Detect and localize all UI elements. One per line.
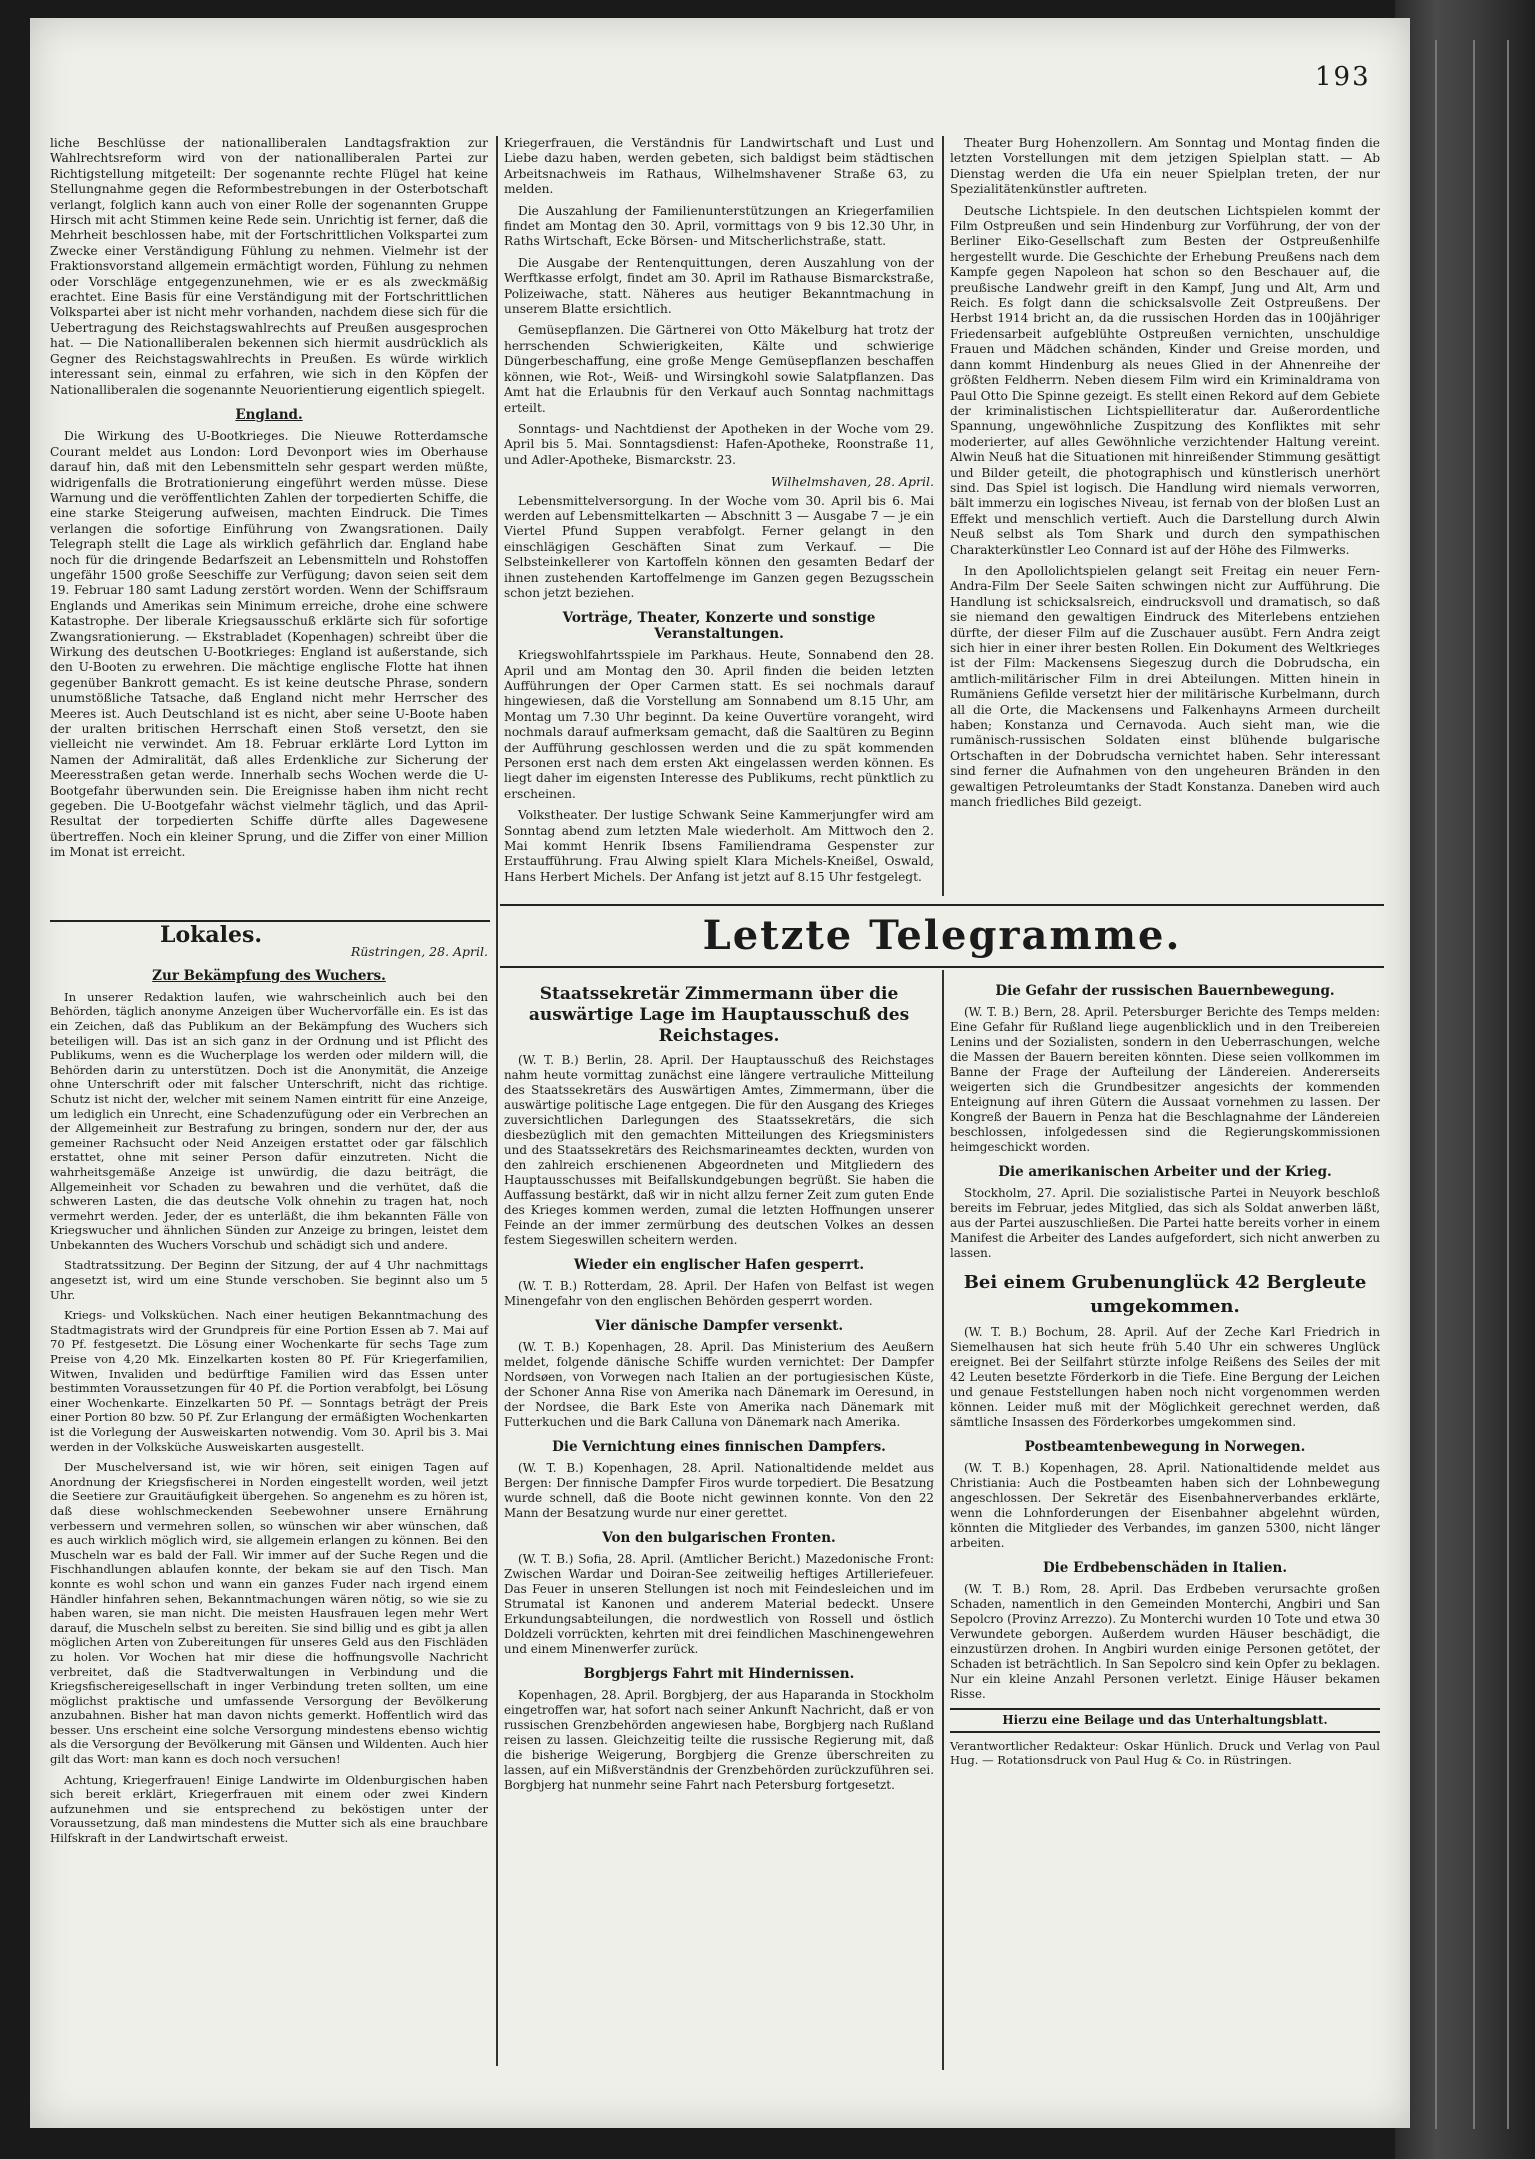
article-kriegerfrauen: Achtung, Kriegerfrauen! Einige Landwirte im Oldenburgischen haben sich bereit erklärt, Kriegerfrauen mit einem oder zwei Kindern aufzunehmen und sie entsprechend zu beköstigen unter der Voraussetzung, daß man mindestens die Mutter sich als eine brauchbare Hilfskraft in der Landwirtschaft erweist. [50, 1772, 488, 1846]
headline-bulg: Von den bulgarischen Fronten. [602, 1530, 836, 1546]
column-rule [496, 136, 498, 2066]
headline-finn: Die Vernichtung eines finnischen Dampfers. [552, 1439, 886, 1455]
beilage-notice: Hierzu eine Beilage und das Unterhaltungsblatt. [950, 1708, 1380, 1733]
telegram-column-2 [950, 974, 1380, 1767]
page-number: 193 [1315, 62, 1371, 92]
article-wahlrecht: liche Beschlüsse der nationalliberalen Landtagsfraktion zur Wahlrechtsreform wird von der nationalliberalen Partei zur Richtigstellung mitgeteilt: Der sogenannte rechte Flügel hat keine Stellungnahme gegen die Reformbestrebungen in der Osterbotschaft verlangt, folglich kann auch von einer Rolle der sogenannten Gruppe Hirsch mit acht Stimmen keine Rede sein. Unrichtig ist ferner, daß die Mehrheit beschlossen habe, mit der Fortschrittlichen Volkspartei zum Zwecke einer Verständigung Fühlung zu nehmen. Vielmehr ist der Fraktionsvorstand allgemein ermächtigt worden, Fühlung zu nehmen oder Vorschläge entgegenzunehmen, wie er es als zweckmäßig erachtet. Eine Basis für eine Verständigung mit der Fortschrittlichen Volkspartei aber ist nicht mehr vorhanden, nachdem diese sich für die Uebertragung des Reichstagswahlrechts auf Preußen ausgesprochen hat. — Die Nationalliberalen bekennen sich hiermit ausdrücklich als Gegner des Reichstagswahlrechts in Preußen. Es würde wirklich interessant sein, einmal zu erfahren, wie sich in den Köpfen der Nationalliberalen die sogenannte Neuorientierung eigentlich spiegelt. [50, 136, 488, 397]
telegram-rule [500, 966, 1384, 968]
section-heading-vortraege: Vorträge, Theater, Konzerte und sonstige Veranstaltungen. [562, 610, 876, 642]
article-kriegswohlfahrt: Kriegswohlfahrtsspiele im Parkhaus. Heute, Sonnabend den 28. April und am Montag den 30. April finden die beiden letzten Aufführungen der Oper Carmen statt. Es sei nochmals darauf hingewiesen, daß die Vorstellung am Sonnabend um 8.15 Uhr, am Montag um 7.30 Uhr beginnt. Da keine Ouvertüre vorangeht, wird nochmals darauf aufmerksam gemacht, daß die Saaltüren zu Beginn der Aufführung geschlossen werden und die zu spät kommenden Personen erst nach dem ersten Akt eingelassen werden können. Es liegt daher im eigensten Interesse des Publikums, recht pünktlich zu erscheinen. [504, 648, 934, 801]
column-1-lokales [50, 922, 488, 1852]
article-erdbeben: (W. T. B.) Rom, 28. April. Das Erdbeben verursachte großen Schaden, namentlich in den Gemeinden Monterchi, Angbiri und San Sepolcro (Provinz Arrezzo). Zu Monterchi wurden 10 Tote und etwa 30 Verwundete geborgen. Außerdem wurden Häuser beschädigt, die einzustürzen drohen. In Angbiri wurden einige Personen getötet, der Schaden ist beträchtlich. In San Sepolcro sind kein Opfer zu beklagen. Nur ein kleine Anzahl Personen verletzt. Einige Häuser bekamen Risse. [950, 1582, 1380, 1701]
section-heading-england: England. [235, 406, 303, 423]
article-heading-wucher: Zur Bekämpfung des Wuchers. [152, 968, 386, 985]
newspaper-page [30, 18, 1410, 2128]
headline-bauern: Die Gefahr der russischen Bauernbewegung. [995, 983, 1335, 999]
article-gemuese: Gemüsepflanzen. Die Gärtnerei von Otto Mäkelburg hat trotz der herrschenden Schwierigkeiten, Kälte und schwierige Düngerbeschaffung, eine große Menge Gemüsepflanzen beschaffen können, wie Rot-, Weiß- und Wirsingkohl sowie Salatpflanzen. Das Amt hat die Erlaubnis für den Verkauf auch Sonntag nachmittags erteilt. [504, 323, 934, 415]
article-apollo: In den Apollolichtspielen gelangt seit Freitag ein neuer Fern-Andra-Film Der Seele Saiten schwingen nicht zur Aufführung. Die Handlung ist schicksalsreich, eindrucksvoll und dramatisch, so daß sie niemand den gewaltigen Eindruck des Miterlebens entziehen dürfte, der dieser Film auf die Zuschauer ausübt. Fern Andra zeigt sich hier in einer ihrer besten Rollen. Ein Dokument des Weltkrieges ist der Film: Mackensens Siegeszug durch die Dobrudscha, ein amtlich-militärischer Film in drei Abteilungen. Mitten hinein in Rumäniens Gefilde versetzt hier der militärische Kurbelmann, durch all die Orte, die Mackensens und Falkenhayns Armeen durcheilt haben; Konstanza und Cernavoda. Auch sieht man, wie die rumänisch-russischen Soldaten einst blühende bulgarische Ortschaften in der Dobrudscha vernichtet haben. Sehr interessant sind ferner die Aufnahmen von den ungeheuren Bränden in den gewaltigen Petroleumtanks der Stadt Konstanza. Daneben wird auch manch friedliches Bild gezeigt. [950, 563, 1380, 810]
article-familien: Die Auszahlung der Familienunterstützungen an Kriegerfamilien findet am Montag den 30. April, vormittags von 9 bis 12.30 Uhr, in Raths Wirtschaft, Ecke Börsen- und Mitscherlichstraße, statt. [504, 203, 934, 249]
column-2 [504, 136, 934, 891]
article-daenisch: (W. T. B.) Kopenhagen, 28. April. Das Ministerium des Aeußern meldet, folgende dänische Schiffe wurden vernichtet: Der Dampfer Nordsøen, von Vorwegen nach Italien an der portugiesischen Küste, der Schoner Anna Rise von Amerika nach Dänemark im Oeresund, in der Nordsee, die Bark Este von Amerika nach Dänemark mit Futterkuchen und die Bark Calluna von Dänemark nach Amerika. [504, 1340, 934, 1429]
headline-daenisch: Vier dänische Dampfer versenkt. [594, 1318, 844, 1334]
article-kriegerfrauen-cont: Kriegerfrauen, die Verständnis für Landwirtschaft und Lust und Liebe dazu haben, werden gebeten, sich baldigst beim städtischen Arbeitsnachweis im Rathaus, Wilhelmshavener Straße 63, zu melden. [504, 136, 934, 197]
article-theater: Theater Burg Hohenzollern. Am Sonntag und Montag finden die letzten Vorstellungen mit dem jetzigen Spielplan statt. — Ab Dienstag werden die Ufa ein neuer Spielplan treten, der nur Spezialitätenkünstler auftreten. [950, 136, 1380, 197]
headline-erdbeben: Die Erdbebenschäden in Italien. [1042, 1560, 1288, 1576]
book-binding [1395, 0, 1535, 2159]
dateline: Rüstringen, 28. April. [350, 943, 488, 959]
headline-zimmermann: Staatssekretär Zimmermann über die auswärtige Lage im Hauptausschuß des Reichstages. [528, 984, 910, 1046]
telegram-top-rule [500, 904, 1384, 906]
headline-post: Postbeamtenbewegung in Norwegen. [1024, 1439, 1306, 1455]
article-bulg: (W. T. B.) Sofia, 28. April. (Amtlicher Bericht.) Mazedonische Front: Zwischen Wardar und Doiran-See zeitweilig heftiges Artilleriefeuer. Das Feuer in unseren Stellungen ist noch mit Feindesleichen und im Strumatal ist Kanonen und anderem Material bedeckt. Unsere Erkundungsabteilungen, die nordwestlich von Rossell und östlich Doldzeli vorrückten, kehrten mit drei feindlichen Maschinengewehren und einem Minenwerfer zurück. [504, 1552, 934, 1656]
article-grubenunglueck: (W. T. B.) Bochum, 28. April. Auf der Zeche Karl Friedrich in Siemelhausen hat sich heute früh 5.40 Uhr ein schweres Unglück ereignet. Bei der Seilfahrt stürzte infolge Reißens des Seiles der mit 42 Leuten besetzte Förderkorb in die Tiefe. Eine Bergung der Leichen und genaue Feststellungen haben noch nicht vorgenommen werden können. Leider muß mit der Möglichkeit gerechnet werden, daß sämtliche Insassen des Förderkorbes umgekommen sind. [950, 1325, 1380, 1429]
article-wucher: In unserer Redaktion laufen, wie wahrscheinlich auch bei den Behörden, täglich anonyme Anzeigen über Wuchervorfälle ein. Es ist das ein Zeichen, daß das Publikum an der Bekämpfung des Wuchers sich beteiligen will. Das ist an sich ganz in der Ordnung und ist Pflicht des Publikums, wenn es die Wucherplage los werden oder mildern will, die Behörden darin zu unterstützen. Doch ist die Anonymität, die Anzeige ohne Unterschrift oder mit falscher Unterschrift, nicht das richtige. Schutz ist nicht der, welcher mit seinem Namen eintritt für eine Anzeige, um lediglich ein Unrecht, eine Schadenzufügung oder ein Verbrechen an der Allgemeinheit zur Bestrafung zu bringen, sondern nur der, der aus gemeiner Rachsucht oder Neid Anzeigen erstattet oder gar fälschlich erstattet, ohne mit seiner Person dafür einzutreten. Nicht die wahrheitsgemäße Anzeige ist unwürdig, die dazu beiträgt, die Allgemeinheit vor Schaden zu bewahren und die verhütet, daß die schweren Lasten, die das deutsche Volk ohnehin zu tragen hat, noch vermehrt werden. Jeder, der es unterläßt, die ihm bekannten Fälle von Kriegswucher und ähnlichen Sünden zur Anzeige zu bringen, leistet dem Unbekannten des Wuchers Vorschub und schädigt sich und andere. [50, 989, 488, 1252]
article-apotheken: Sonntags- und Nachtdienst der Apotheken in der Woche vom 29. April bis 5. Mai. Sonntagsdienst: Hafen-Apotheke, Roonstraße 11, und Adler-Apotheke, Bismarckstr. 23. [504, 421, 934, 467]
article-lebensmittel: Lebensmittelversorgung. In der Woche vom 30. April bis 6. Mai werden auf Lebensmittelkarten — Abschnitt 3 — Ausgabe 7 — je ein Viertel Pfund Suppen verabfolgt. Ferner gelangt in den einschlägigen Geschäften Sinat zum Verkauf. — Die Selbsteinkellerer von Kartoffeln können den gesamten Bedarf der ihnen zustehenden Kartoffelmenge im Ganzen gegen Bezugsschein schon jetzt beziehen. [504, 493, 934, 600]
article-lichtspiele: Deutsche Lichtspiele. In den deutschen Lichtspielen kommt der Film Ostpreußen und sein Hindenburg zur Vorführung, der von der Berliner Eiko-Gesellschaft zum Besten der Ostpreußenhilfe hergestellt wurde. Die Geschichte der Erhebung Preußens nach dem Kampfe gegen Napoleon hat schon so den Beschauer auf, die preußische Landwehr greift in den Kampf, Jung und Alt, Arm und Reich. Es folgt dann die schicksalsvolle Zeit Ostpreußens. Der Herbst 1914 bricht an, da die russischen Horden das in 100jähriger Friedensarbeit aufgeblühte Ostpreußen vernichten, unschuldige Frauen und Mädchen schänden, Kinder und Greise morden, und dann kommt Hindenburg als neues Glied in der Ahnenreihe der größten Feldherrn. Neben diesem Film wird ein Kriminaldrama von Paul Otto Die Spinne gezeigt. Es stellt einen Rekord auf dem Gebiete der kriminalistischen Lichtspielliteratur dar. Außerordentliche Spannung, ungewöhnliche Zuspitzung des Konfliktes mit sehr moderierter, auf alles Gewöhnliche verzichtender Haltung vereint. Alwin Neuß hat die Situationen mit hinreißender Stimmung gesättigt und Bilder geteilt, die photographisch und künstlerisch unerhört sind. Das Spiel ist logisch. Die Handlung wird niemals verworren, bält immerzu ein logisches Niveau, ist fernab von der bloßen Lust an Effekt und menschlich vertieft. Auch die Darstellung durch Alwin Neuß selbst als Tom Shark und durch den sympathischen Charakterkünstler Leo Connard ist auf der Höhe des Filmwerks. [950, 203, 1380, 557]
article-renten: Die Ausgabe der Rentenquittungen, deren Auszahlung von der Werftkasse erfolgt, findet am 30. April im Rathause Bismarckstraße, Polizeiwache, statt. Näheres aus heutiger Bekanntmachung in unserem Blatte ersichtlich. [504, 255, 934, 317]
article-bauern: (W. T. B.) Bern, 28. April. Petersburger Berichte des Temps melden: Eine Gefahr für Rußland liege augenblicklich und in den Treibereien Lenins und der Sozialisten, sondern in den Ueberraschungen, welche die Massen der Bauern bereiten könnten. Diese seien vollkommen im Banne der Frage der Aufteilung der Ländereien. Andererseits weigerten sich die Grundbesitzer angesichts der kommenden Enteignung auf ihren Gütern die Aussaat vornehmen zu lassen. Der Kongreß der Bauern in Penza hat die Beschlagnahme der Ländereien beschlossen, infolgedessen sind die Regierungskommissionen heimgeschickt worden. [950, 1005, 1380, 1154]
imprint: Verantwortlicher Redakteur: Oskar Hünlich. Druck und Verlag von Paul Hug. — Rotationsdruck von Paul Hug & Co. in Rüstringen. [950, 1739, 1380, 1767]
column-rule [942, 970, 944, 2070]
article-volkskuechen: Kriegs- und Volksküchen. Nach einer heutigen Bekanntmachung des Stadtmagistrats wird der Grundpreis für eine Portion Essen ab 7. Mai auf 70 Pf. festgesetzt. Die Lösung einer Wochenkarte für sechs Tage zum Preise von 4,20 Mk. Einzelkarten kosten 80 Pf. Für Kriegerfamilien, Witwen, Invaliden und bedürftige Familien wird das Essen unter bestimmten Voraussetzungen für 40 Pf. die Portion verabfolgt, bei Lösung einer Wochenkarte. Einzelkarten 50 Pf. — Sonntags beträgt der Preis einer Portion 80 bzw. 50 Pf. Zur Erlangung der ermäßigten Wochenkarten ist die Vorlegung der Ausweiskarten notwendig. Vom 30. April bis 3. Mai werden in der Volksküche Ausweiskarten ausgestellt. [50, 1308, 488, 1454]
dateline: Wilhelmshaven, 28. April. [770, 474, 934, 490]
article-uboot: Die Wirkung des U-Bootkrieges. Die Nieuwe Rotterdamsche Courant meldet aus London: Lord Devonport wies im Oberhause darauf hin, daß mit den Lebensmitteln sehr gespart werden müßte, widrigenfalls die Brotrationierung eingeführt werden müsse. Diese Warnung und die veröffentlichten Zahlen der torpedierten Schiffe, die eine starke Steigerung aufweisen, machten Eindruck. Die Times verlangen die sofortige Einführung von Zwangsrationen. Daily Telegraph stellt die Lage als wirklich gefährlich dar. England habe noch für die dringende Bedarfszeit an Lebensmitteln und Rohstoffen ungefähr 1500 große Seeschiffe zur Verfügung; davon seien seit dem 19. Februar 180 samt Ladung zerstört worden. Wenn der Schiffsraum Englands und Amerikas sein Minimum erreiche, drohe eine schwere Katastrophe. Der liberale Kriegsausschuß erklärte sich für sofortige Zwangsrationierung. — Ekstrabladet (Kopenhagen) schreibt über die Wirkung des deutschen U-Bootkrieges: England ist außerstande, sich den U-Booten zu erwehren. Die mächtige englische Flotte hat ihnen gegenüber Bankrott gemacht. Es ist keine deutsche Phrase, sondern unumstößliche Tatsache, daß England nicht mehr Herrscher des Meeres ist. Auch Deutschland ist es nicht, aber seine U-Boote haben der uralten britischen Herrschaft einen Stoß versetzt, den sie vielleicht nie verwindet. Am 18. Februar erklärte Lord Lytton im Namen der Admiralität, daß alles Erdenkliche zur Sicherung der Meeresstraßen getan werde. Innerhalb sechs Wochen werde die U-Bootgefahr überwunden sein. Die Ereignisse haben ihm nicht recht gegeben. Die U-Bootgefahr wächst vielmehr täglich, und das April-Resultat der torpedierten Schiffe dürfte alles Dagewesene übertreffen. Noch ein kleiner Sprung, und die Ziffer von einer Million im Monat ist erreicht. [50, 429, 488, 860]
column-divider [50, 920, 490, 922]
telegram-column-1 [504, 974, 934, 1799]
headline-borgbjerg: Borgbjergs Fahrt mit Hindernissen. [583, 1666, 855, 1682]
column-1 [50, 136, 488, 867]
article-stadtrat: Stadtratssitzung. Der Beginn der Sitzung, der auf 4 Uhr nachmittags angesetzt ist, wird um eine Stunde verschoben. Sie beginnt also um 5 Uhr. [50, 1258, 488, 1302]
article-finn: (W. T. B.) Kopenhagen, 28. April. Nationaltidende meldet aus Bergen: Der finnische Dampfer Firos wurde torpediert. Die Besatzung wurde schnell, daß die Boote nicht gewinnen konnte. Von den 22 Mann der Besatzung wurde nur einer gerettet. [504, 1461, 934, 1520]
column-rule [942, 136, 944, 896]
article-amerika: Stockholm, 27. April. Die sozialistische Partei in Neuyork beschloß bereits im Februar, jedes Mitglied, das sich als Soldat anwerben läßt, aus der Partei auszuschließen. Die Partei hatte bereits vorher in einem Manifest die Arbeiter des Landes aufgefordert, sich nicht anwerben zu lassen. [950, 1186, 1380, 1260]
article-muschel: Der Muschelversand ist, wie wir hören, seit einigen Tagen auf Anordnung der Kriegsfischerei in Norden eingestellt worden, weil jetzt die Seetiere zur Grauitäufigkeit übergehen. So angenehm es zu hören ist, daß diese wohlschmeckenden Seebewohner unsere Ernährung verbessern und vermehren sollen, so wünschen wir aber wünschen, daß es auch wirklich möglich wird, sie allgemein erlangen zu können. Bei den Muscheln war es bald der Fall. Wir immer auf der Suche Regen und die Fischhandlungen ablaufen konnte, der bekam sie auf den Tisch. Man konnte es wohl schon und wann ein ganzes Fuder nach irgend einem Händler hinfahren sehen, Bekanntmachungen wären nötig, so wie sie zu haben waren, sie man nicht. Die meisten Hausfrauen legen mehr Wert darauf, die Muscheln selbst zu bereiten. Sie sind billig und es gibt ja allen möglichen Arten von Zubereitungen für unseres Geld aus den Fischläden zu holen. Vor Wochen hat mir diese die hoffnungsvolle Nachricht verbreitet, daß die Stadtverwaltungen in Verbindung und die Kriegsfischereigesellschaft in inger Verbindung treten sollten, um eine möglichst praktische und umfassende Versorgung der Bevölkerung anzubahnen. Bisher hat man davon nichts gemerkt. Hoffentlich wird das besser. Uns erscheint eine solche Versorgung mindestens ebenso wichtig als die Versorgung der Bevölkerung mit Gänsen und Wildenten. Auch hier gilt das Wort: man kann es doch noch versuchen! [50, 1460, 488, 1767]
headline-amerika: Die amerikanischen Arbeiter und der Krieg. [998, 1164, 1332, 1180]
headline-grubenunglueck: Bei einem Grubenunglück 42 Bergleute umgekommen. [963, 1272, 1367, 1317]
article-zimmermann: (W. T. B.) Berlin, 28. April. Der Hauptausschuß des Reichstages nahm heute vormittag zunächst eine längere vertrauliche Mitteilung des Staatssekretärs des Auswärtigen Amtes, Zimmermann, über die auswärtige politische Lage entgegen. Die für den Ausgang des Krieges zuversichtlichen Darlegungen des Staatssekretärs, die sich diesbezüglich mit den gemachten Mitteilungen des Kriegsministers und des Staatssekretärs des Reichsmarineamtes deckten, wurden von den zahlreich erschienenen Abgeordneten und Mitgliedern des Hauptausschusses mit Beifallskundgebungen begrüßt. Sie haben die Auffassung bestärkt, daß wir in nicht allzu ferner Zeit zum guten Ende des Krieges kommen werden, zumal die letzten Hoffnungen unserer Feinde an der immer zermürbung des deutschen Volkes an dessen festem Siegeswillen scheitern werden. [504, 1053, 934, 1247]
telegram-heading: Letzte Telegramme. [702, 912, 1182, 959]
article-volkstheater: Volkstheater. Der lustige Schwank Seine Kammerjungfer wird am Sonntag abend zum letzten Male wiederholt. Am Mittwoch den 2. Mai kommt Henrik Ibsens Familiendrama Gespenster zur Erstaufführung. Frau Alwing spielt Klara Michels-Kneißel, Oswald, Hans Herbert Michels. Der Anfang ist jetzt auf 8.15 Uhr festgelegt. [504, 808, 934, 884]
article-hafen: (W. T. B.) Rotterdam, 28. April. Der Hafen von Belfast ist wegen Minengefahr von den englischen Behörden gesperrt worden. [504, 1279, 934, 1308]
article-post: (W. T. B.) Kopenhagen, 28. April. Nationaltidende meldet aus Christiania: Auch die Postbeamten haben sich der Lohnbewegung angeschlossen. Der Sekretär des Eisenbahnerverbandes erklärte, wenn die Lohnforderungen der Eisenbahner abgelehnt würden, könnten die Mitglieder des Verbandes, im ganzen 5300, nicht länger arbeiten. [950, 1461, 1380, 1550]
article-borgbjerg: Kopenhagen, 28. April. Borgbjerg, der aus Haparanda in Stockholm eingetroffen war, hat sofort nach seiner Ankunft Nachricht, daß er von russischen Grenzbehörden angewiesen habe, Borgbjerg nach Rußland reisen zu lassen. Gleichzeitig teilte die russische Regierung mit, daß die bisherige Weigerung, Borgbjerg die Grenze überschreiten zu lassen, auf ein Mißverständnis der Grenzbehörden zurückzuführen sei. Borgbjerg hat nunmehr seine Fahrt nach Petersburg fortgesetzt. [504, 1688, 934, 1792]
column-3 [950, 136, 1380, 816]
section-heading-lokales: Lokales. [160, 922, 263, 948]
headline-hafen: Wieder ein englischer Hafen gesperrt. [573, 1257, 865, 1273]
